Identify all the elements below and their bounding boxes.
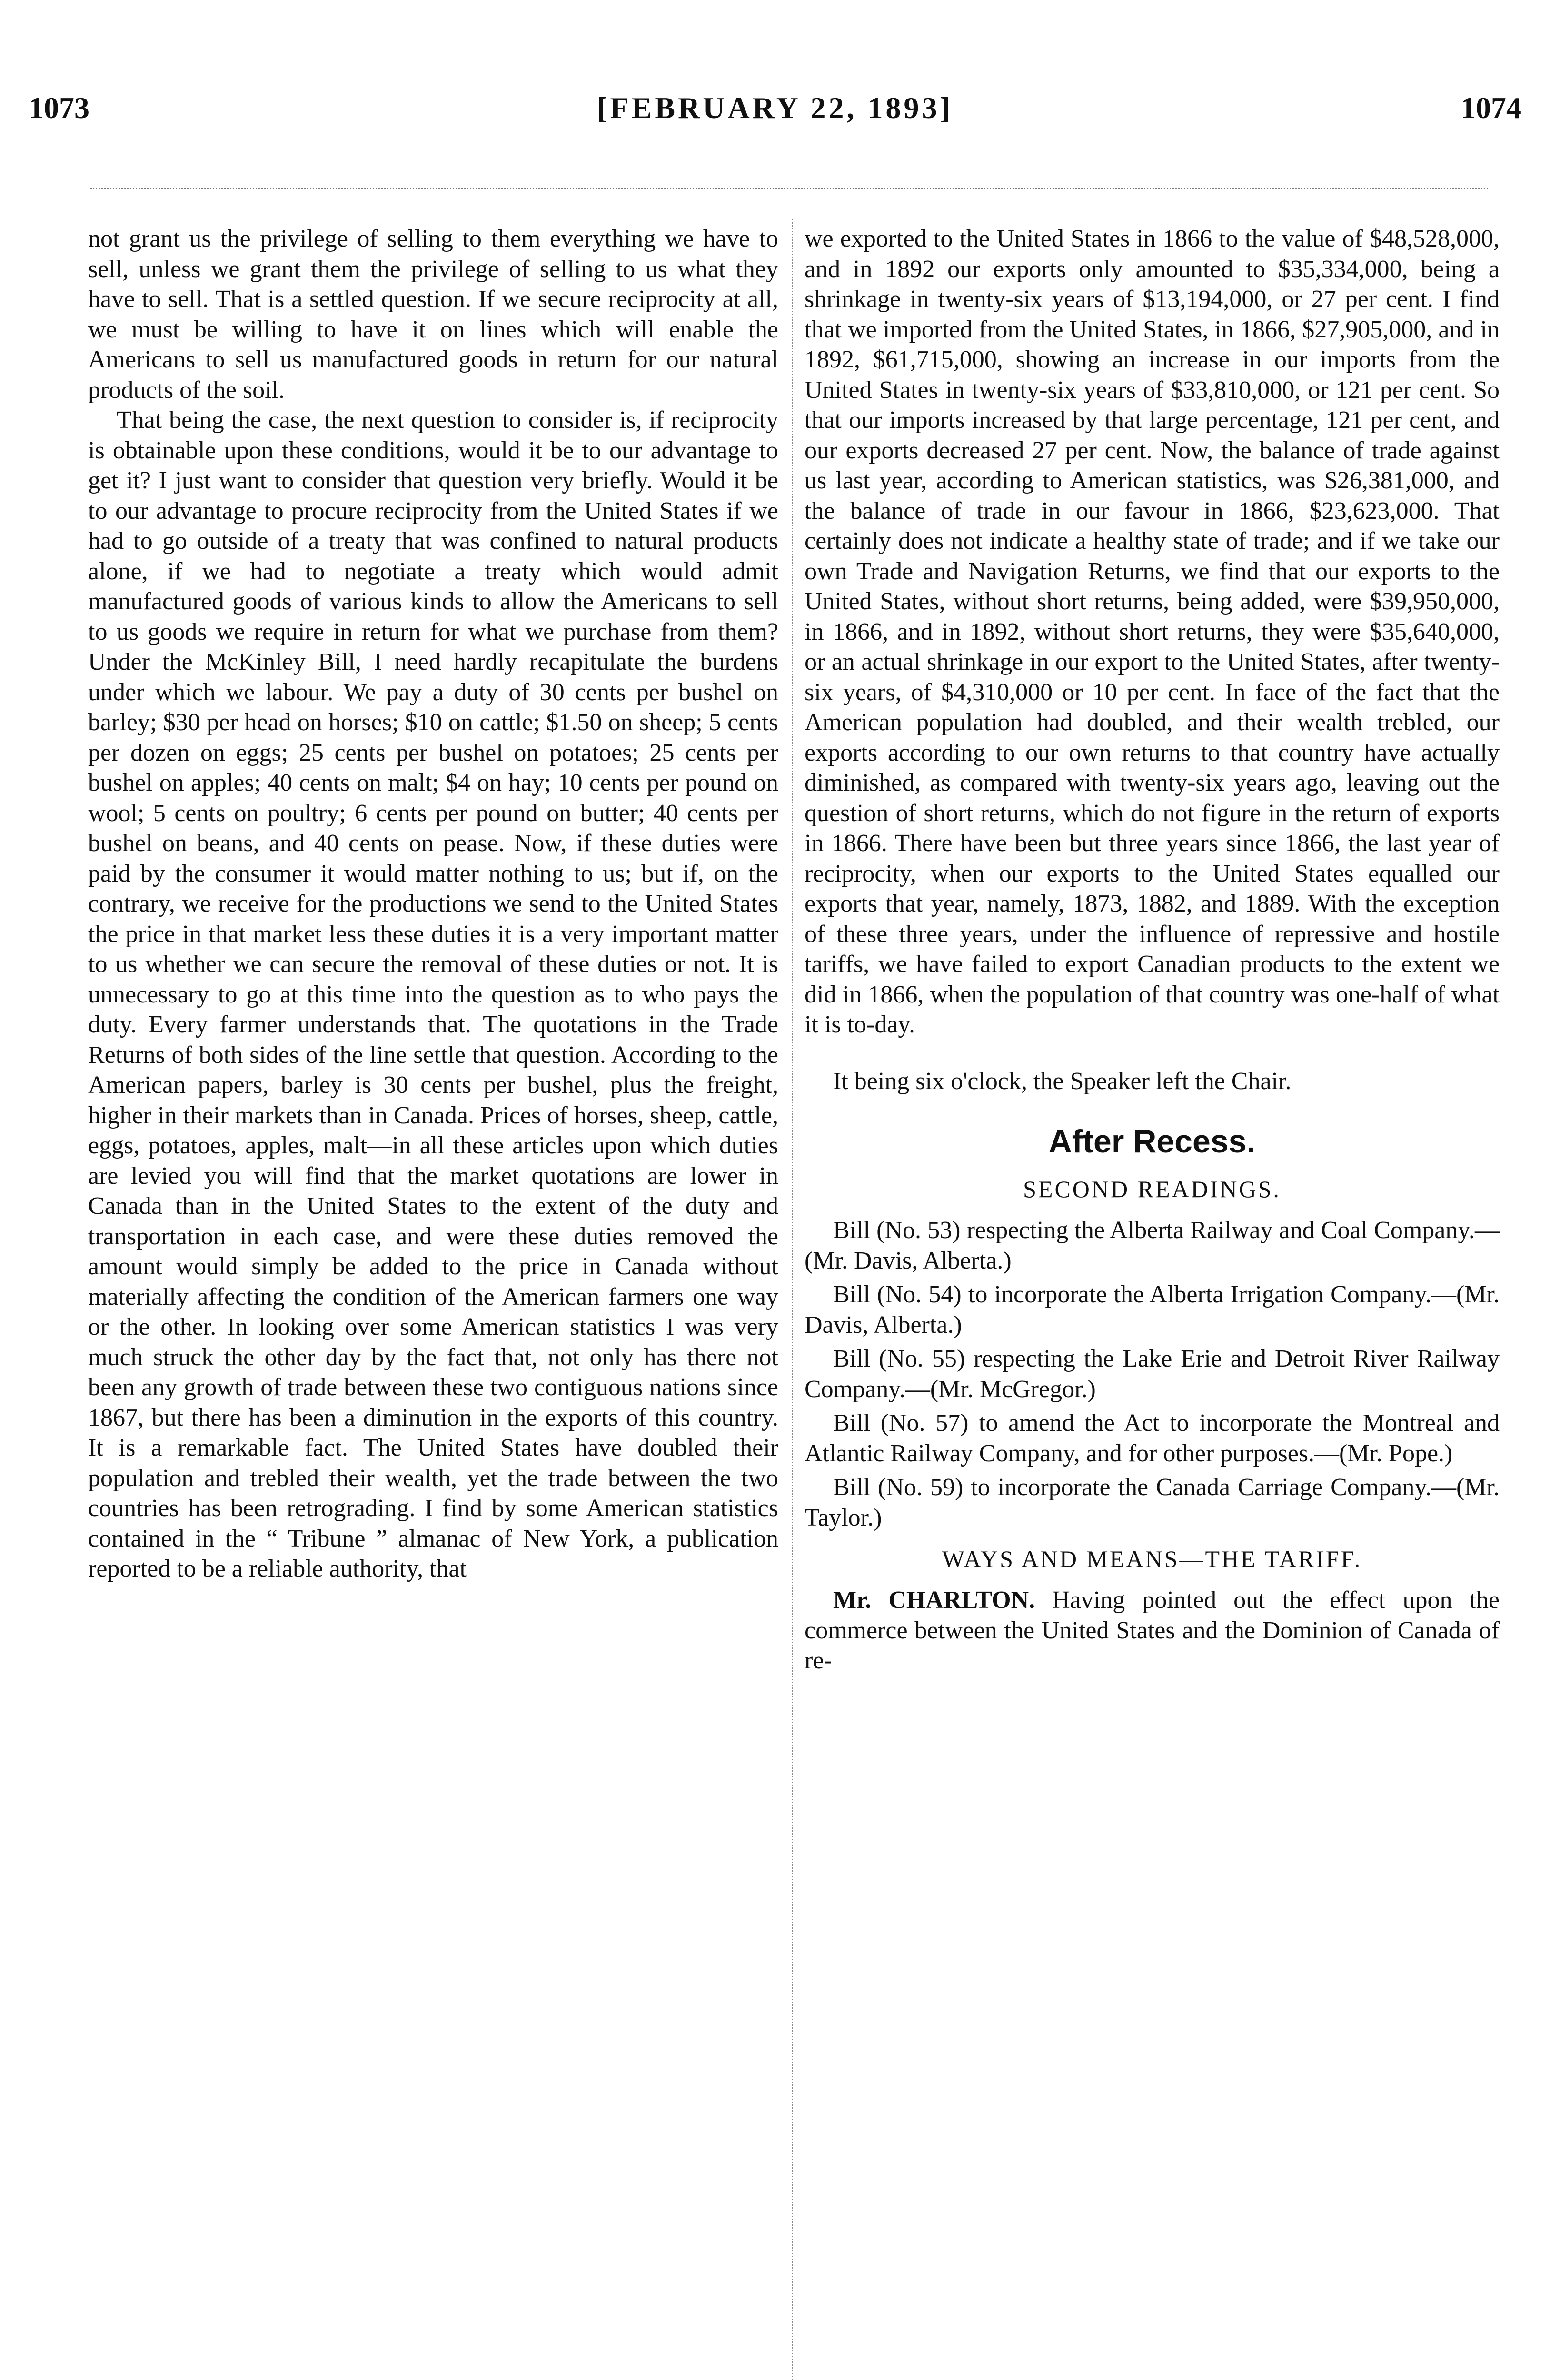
charlton-text: Having pointed out the effect upon the commerce between the United States and the Dominion of Canada of re- [805,1587,1500,1674]
bill-59: Bill (No. 59) to incorporate the Canada Carriage Company.—(Mr. Taylor.) [805,1474,1500,1531]
left-column [88,224,778,1584]
bill-53: Bill (No. 53) respecting the Alberta Railway and Coal Company.—(Mr. Davis, Alberta.) [805,1217,1500,1274]
bill-54: Bill (No. 54) to incorporate the Alberta Irrigation Company.—(Mr. Davis, Alberta.) [805,1281,1500,1339]
column-divider [792,219,793,2380]
page-date: [FEBRUARY 22, 1893] [597,91,953,125]
right-paragraph-1: we exported to the United States in 1866 to the value of $48,528,000, and in 1892 our exports only amounted to $35,334,000, being a shrinkage in twenty-six years of $13,194,000, or 27 per cent. I find that we imported from the United States, in 1866, $27,905,000, and in 1892, $61,715,000, showing an increase in our imports from the United States in twenty-six years of $33,810,000, or 121 per cent. So that our imports increased by that large percentage, 121 per cent, and our exports decreased 27 per cent. Now, the balance of trade against us last year, according to American statistics, was $26,381,000, and the balance of trade in our favour in 1866, $23,623,000. That certainly does not indicate a healthy state of trade; and if we take our own Trade and Navigation Returns, we find that our exports to the United States, without short returns, being added, were $39,950,000, in 1866, and in 1892, without short returns, they were $35,640,000, or an actual shrinkage in our export to the United States, after twenty-six years, of $4,310,000 or 10 per cent. In face of the fact that the American population had doubled, and their wealth trebled, our exports according to our own returns to that country have actually diminished, as compared with twenty-six years ago, leaving out the question of short returns, which do not figure in the return of exports in 1866. There have been but three years since 1866, the last year of reciprocity, when our exports to the United States equalled our exports that year, namely, 1873, 1882, and 1889. With the exception of these three years, under the influence of repressive and hostile tariffs, we have failed to export Canadian products to the extent we did in 1866, when the population of that country was one-half of what it is to-day. [805,225,1500,1038]
left-paragraph-1: not grant us the privilege of selling to them everything we have to sell, unless we grant them the privilege of selling to us what they have to sell. That is a settled question. If we secure reciprocity at all, we must be willing to have it on lines which will enable the Americans to sell us manufactured goods in return for our natural products of the soil. [88,225,778,404]
second-readings-heading: SECOND READINGS. [1023,1176,1281,1202]
after-recess-heading: After Recess. [1048,1123,1256,1160]
right-column [805,224,1500,1676]
left-paragraph-2: That being the case, the next question to consider is, if reciprocity is obtainable upon these conditions, would it be to our advantage to get it? I just want to consider that question very briefly. Would it be to our advantage to procure reciprocity from the United States if we had to go outside of a treaty that was confined to natural products alone, if we had to negotiate a treaty which would admit manufactured goods of various kinds to allow the Americans to sell to us goods we require in return for what we purchase from them? Under the McKinley Bill, I need hardly recapitulate the burdens under which we labour. We pay a duty of 30 cents per bushel on barley; $30 per head on horses; $10 on cattle; $1.50 on sheep; 5 cents per dozen on eggs; 25 cents per bushel on potatoes; 25 cents per bushel on apples; 40 cents on malt; $4 on hay; 10 cents per pound on wool; 5 cents on poultry; 6 cents per pound on butter; 40 cents per bushel on beans, and 40 cents on pease. Now, if these duties were paid by the consumer it would matter nothing to us; but if, on the contrary, we receive for the productions we send to the United States the price in that market less these duties it is a very important matter to us whether we can secure the removal of these duties or not. It is unnecessary to go at this time into the question as to who pays the duty. Every farmer understands that. The quotations in the Trade Returns of both sides of the line settle that question. According to the American papers, barley is 30 cents per bushel, plus the freight, higher in their markets than in Canada. Prices of horses, sheep, cattle, eggs, potatoes, apples, malt—in all these articles upon which duties are levied you will find that the market quotations are lower in Canada than in the United States to the extent of the duty and transportation in each case, and were these duties removed the amount would simply be added to the price in Canada without materially affecting the condition of the American farmers one way or the other. In looking over some American statistics I was very much struck the other day by the fact that, not only has there not been any growth of trade between these two contiguous nations since 1867, but there has been a diminution in the exports of this country. It is a remarkable fact. The United States have doubled their population and trebled their wealth, yet the trade between the two countries has been retrograding. I find by some American statistics contained in the “ Tribune ” almanac of New York, a publication reported to be a reliable authority, that [88,407,778,1582]
speaker-name: Mr. CHARLTON. [833,1587,1035,1614]
bill-57: Bill (No. 57) to amend the Act to incorporate the Montreal and Atlantic Railway Company, and for other purposes.—(Mr. Pope.) [805,1409,1500,1467]
page-header [29,90,1521,133]
charlton-paragraph [805,1585,1500,1676]
page-number-right: 1074 [1461,91,1521,125]
header-rule [90,188,1488,189]
bill-55: Bill (No. 55) respecting the Lake Erie and Detroit River Railway Company.—(Mr. McGregor.) [805,1345,1500,1403]
page-number-left: 1073 [29,91,89,125]
speaker-left-chair: It being six o'clock, the Speaker left the Chair. [833,1067,1292,1095]
ways-and-means-heading: WAYS AND MEANS—THE TARIFF. [942,1546,1362,1572]
